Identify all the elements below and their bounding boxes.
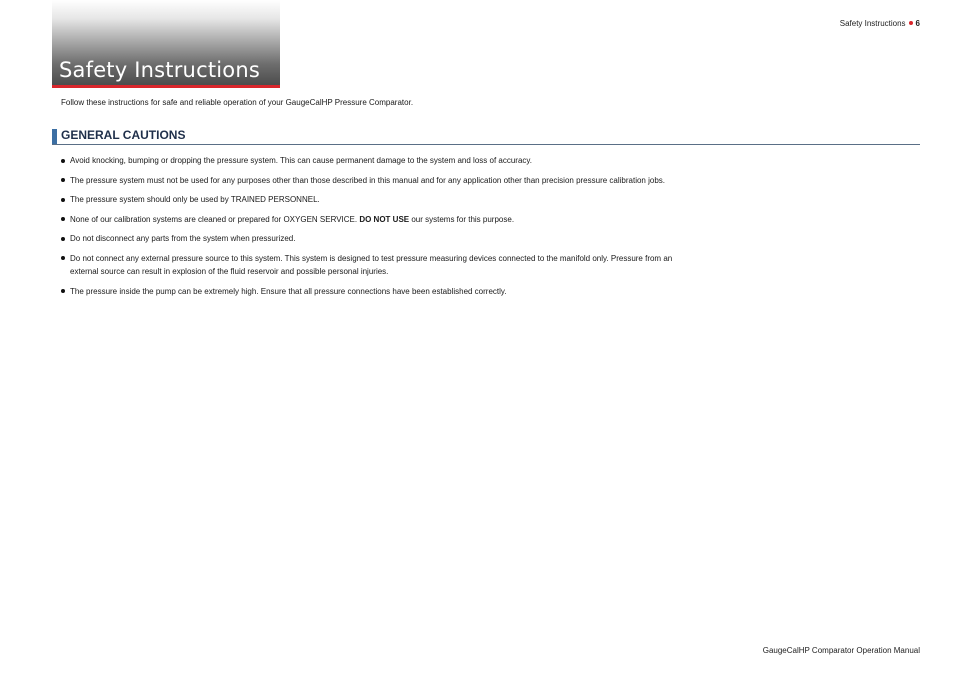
caution-text-pre: None of our calibration systems are cleaned or prepared for OXYGEN SERVICE.	[70, 214, 360, 224]
running-header	[840, 19, 920, 28]
bullet-icon	[61, 159, 65, 163]
caution-text: The pressure inside the pump can be extremely high. Ensure that all pressure connections have been established correctly.	[70, 286, 507, 296]
list-item	[61, 174, 691, 188]
bullet-icon	[61, 256, 65, 260]
bullet-icon	[61, 237, 65, 241]
running-header-section: Safety Instructions	[839, 19, 906, 28]
page-number: 6	[915, 19, 920, 28]
bullet-icon	[61, 198, 65, 202]
title-banner	[52, 0, 280, 88]
footer-text: GaugeCalHP Comparator Operation Manual	[762, 646, 920, 655]
caution-text-post: our systems for this purpose.	[409, 214, 515, 224]
caution-text: The pressure system must not be used for any purposes other than those described in this manual and for any application other than precision pressure calibration jobs.	[70, 175, 665, 185]
caution-text: Do not connect any external pressure source to this system. This system is designed to test pressure measuring devices connected to the manifold only. Pressure from an external source can result in explosion of the fluid reservoir and possible personal injuries.	[70, 253, 673, 276]
caution-text-emphasis: DO NOT USE	[359, 214, 410, 224]
red-dot-icon	[909, 21, 913, 25]
cautions-list	[61, 154, 691, 304]
list-item	[61, 232, 691, 246]
list-item	[61, 154, 691, 168]
heading-bar-icon	[52, 129, 57, 144]
intro-text: Follow these instructions for safe and reliable operation of your GaugeCalHP Pressure Comparator.	[61, 98, 414, 107]
caution-text: The pressure system should only be used by TRAINED PERSONNEL.	[70, 195, 320, 204]
caution-text: Do not disconnect any parts from the system when pressurized.	[70, 234, 296, 243]
list-item	[61, 252, 691, 279]
list-item	[61, 285, 691, 299]
section-heading	[52, 128, 920, 145]
list-item	[61, 213, 691, 227]
section-heading-text: GENERAL CAUTIONS	[61, 128, 186, 142]
page-title: Safety Instructions	[59, 58, 260, 82]
bullet-icon	[61, 178, 65, 182]
bullet-icon	[61, 217, 65, 221]
list-item	[61, 193, 691, 207]
caution-text: Avoid knocking, bumping or dropping the pressure system. This can cause permanent damage to the system and loss of accuracy.	[70, 156, 533, 165]
bullet-icon	[61, 289, 65, 293]
